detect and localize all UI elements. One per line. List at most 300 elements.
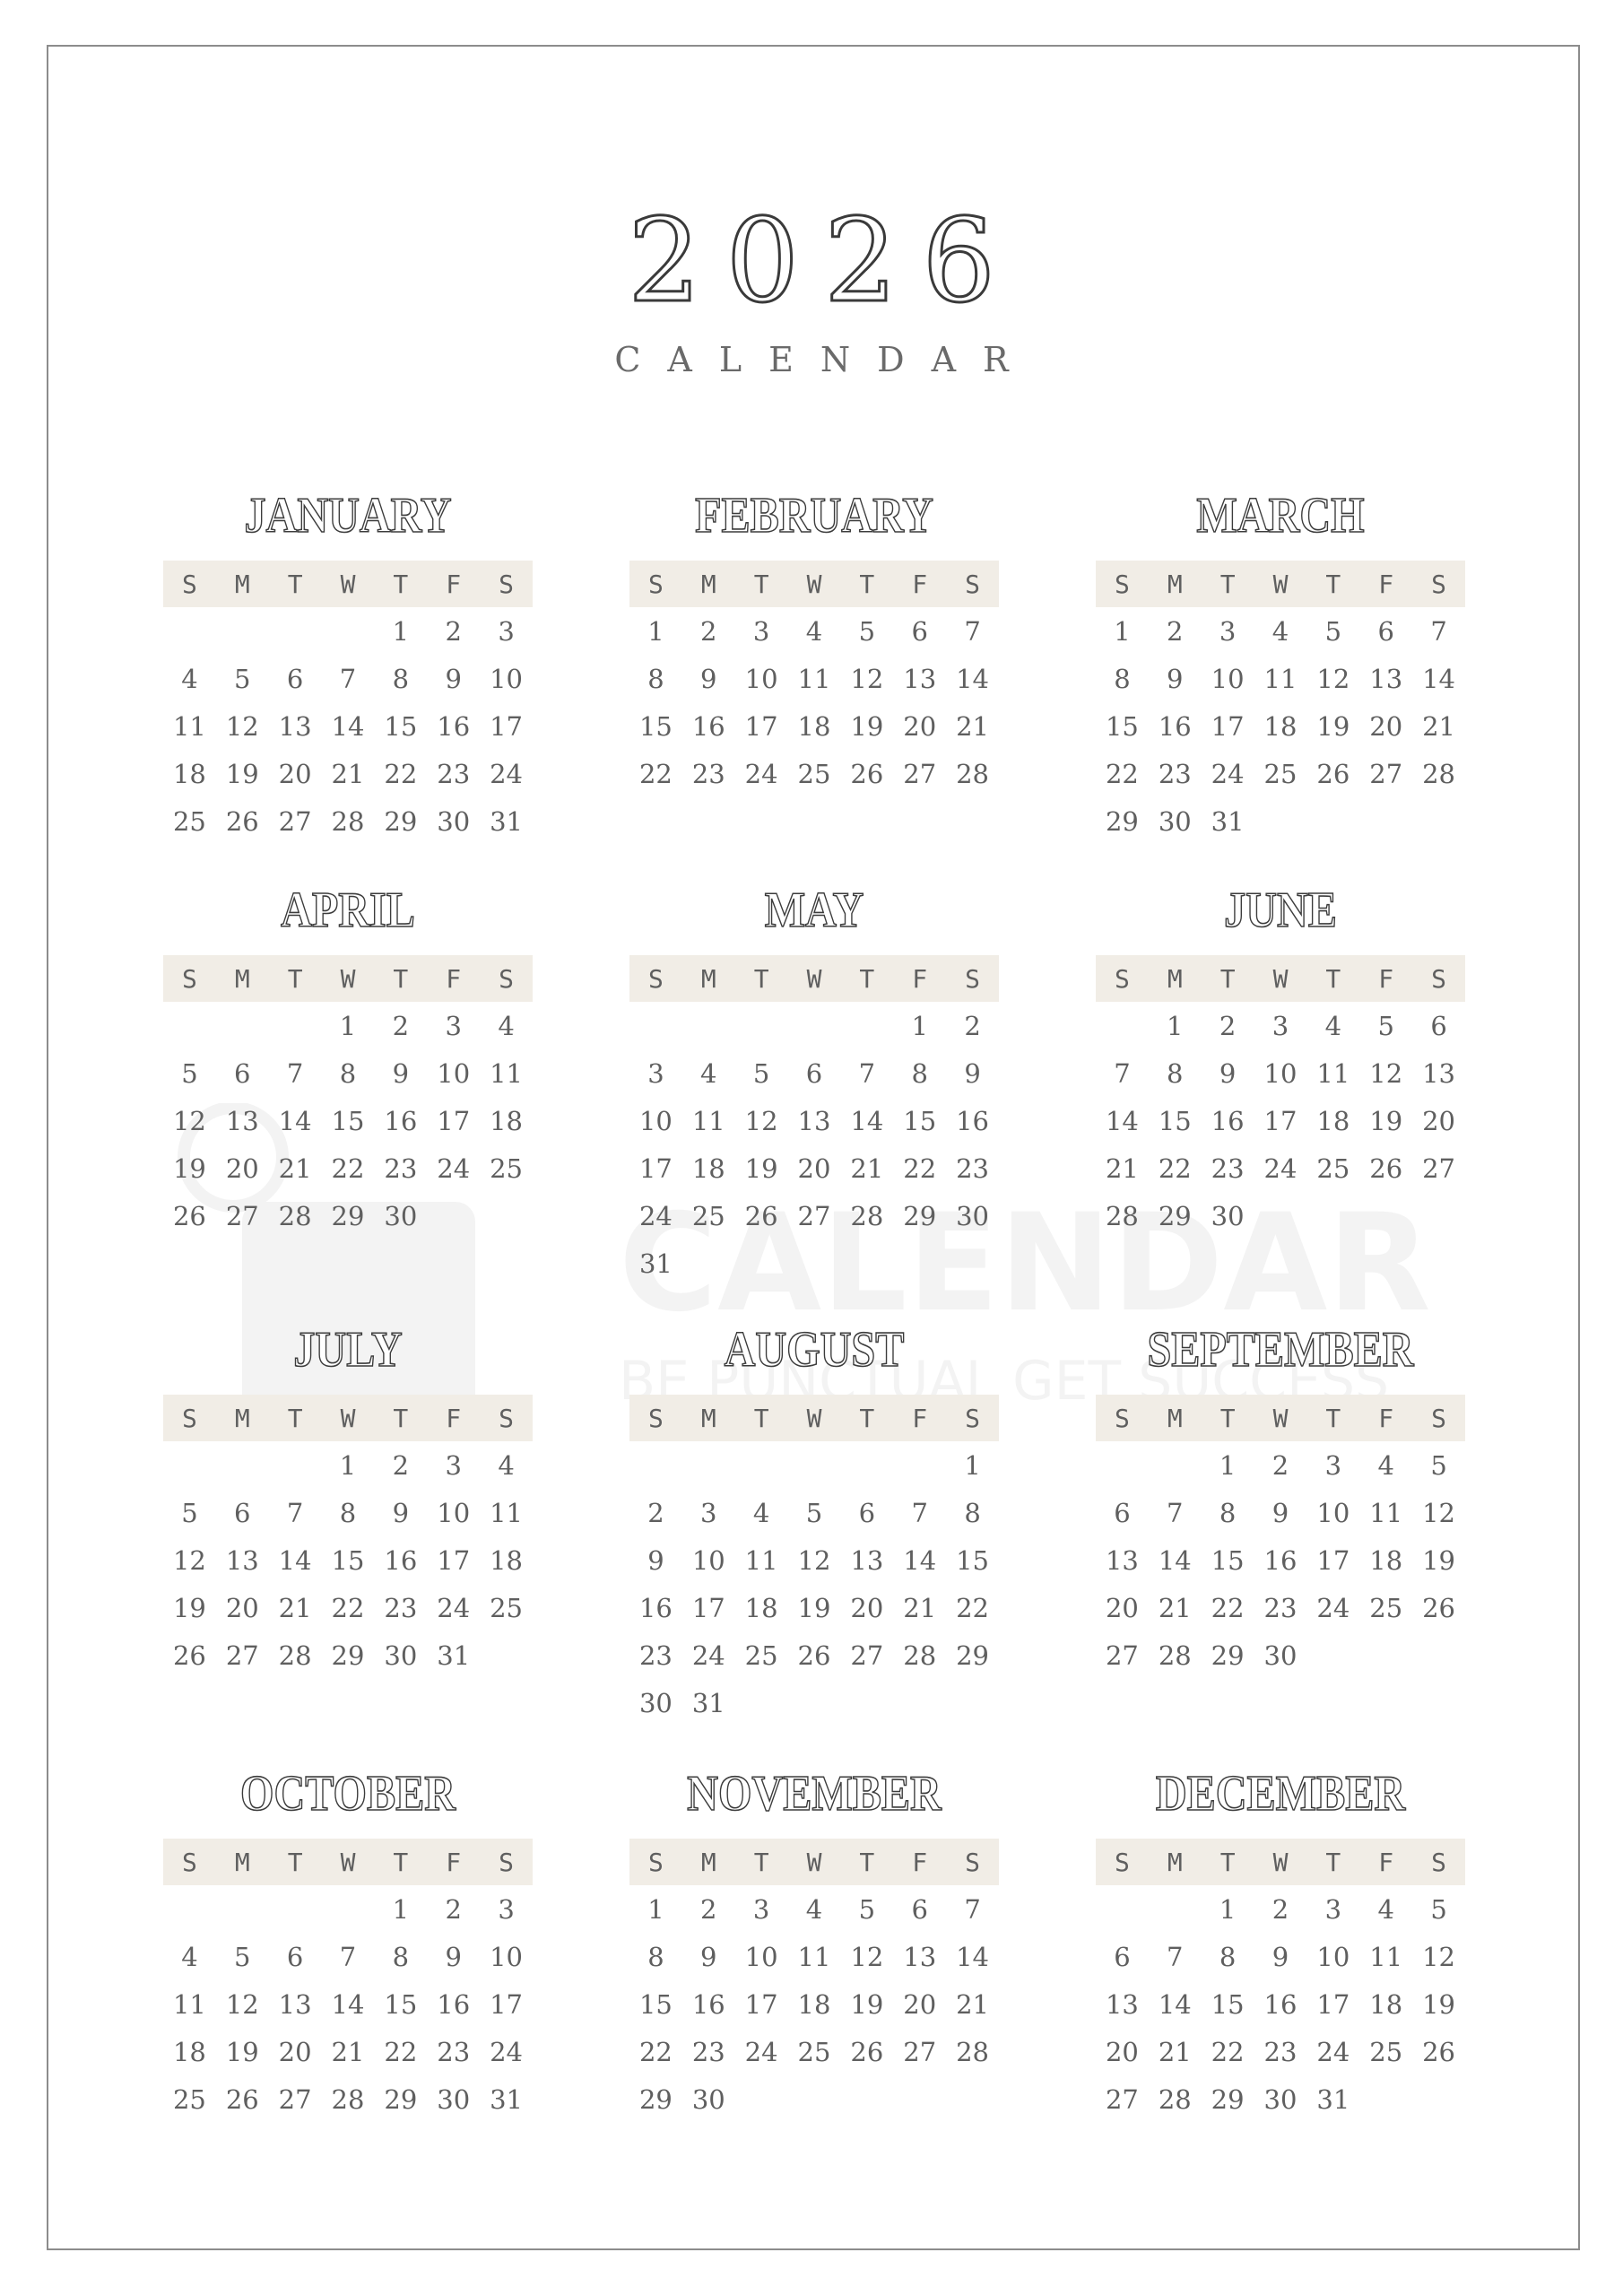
day-cell: 16 <box>1158 710 1192 742</box>
day-cell: 1 <box>1219 1893 1237 1925</box>
day-cell: 14 <box>331 1988 365 2020</box>
day-cell: 31 <box>1316 2083 1350 2115</box>
day-cell: 11 <box>490 1497 524 1528</box>
day-cell: 3 <box>498 1893 515 1925</box>
month-december <box>1096 1758 1465 2123</box>
weekday-label: S <box>181 569 197 599</box>
day-grid <box>629 1002 999 1287</box>
day-cell: 27 <box>278 805 312 837</box>
day-grid <box>629 607 999 797</box>
day-cell: 2 <box>445 615 462 647</box>
day-cell: 22 <box>384 758 418 789</box>
day-cell: 30 <box>437 805 471 837</box>
weekday-label: T <box>287 1847 303 1877</box>
day-cell: 5 <box>858 615 876 647</box>
day-cell: 21 <box>956 1988 990 2020</box>
weekday-label: F <box>1378 1847 1394 1877</box>
day-cell: 13 <box>797 1105 831 1136</box>
day-cell: 21 <box>1422 710 1456 742</box>
day-cell: 24 <box>1316 2036 1350 2067</box>
weekday-label: S <box>1431 1847 1446 1877</box>
day-cell: 15 <box>384 1988 418 2020</box>
day-cell: 22 <box>903 1152 937 1184</box>
weekday-label: S <box>499 963 514 994</box>
day-cell: 7 <box>911 1497 928 1528</box>
day-grid <box>629 1441 999 1726</box>
day-cell: 26 <box>1316 758 1350 789</box>
day-cell: 12 <box>850 1941 884 1972</box>
day-cell: 16 <box>691 710 725 742</box>
day-cell: 2 <box>1167 615 1184 647</box>
weekday-label: T <box>859 1403 875 1433</box>
day-cell: 9 <box>700 1941 717 1972</box>
day-cell: 18 <box>691 1152 725 1184</box>
day-cell: 8 <box>911 1057 928 1089</box>
day-cell: 30 <box>691 2083 725 2115</box>
weekday-header <box>629 1839 999 1885</box>
weekday-label: T <box>859 569 875 599</box>
day-cell: 18 <box>172 2036 206 2067</box>
day-cell: 15 <box>956 1544 990 1576</box>
weekday-label: F <box>912 1847 928 1877</box>
day-cell: 3 <box>1271 1010 1289 1041</box>
weekday-label: M <box>700 1847 716 1877</box>
day-cell: 30 <box>384 1639 418 1671</box>
weekday-label: S <box>1114 963 1130 994</box>
day-cell: 14 <box>278 1105 312 1136</box>
day-cell: 18 <box>1369 1544 1403 1576</box>
day-grid <box>163 1441 533 1679</box>
day-cell: 4 <box>181 1941 198 1972</box>
day-cell: 23 <box>437 2036 471 2067</box>
day-cell: 7 <box>1114 1057 1131 1089</box>
day-cell: 30 <box>638 1687 673 1718</box>
weekday-label: F <box>912 963 928 994</box>
day-grid <box>1096 1441 1465 1679</box>
day-cell: 5 <box>1377 1010 1394 1041</box>
day-cell: 9 <box>1271 1497 1289 1528</box>
day-cell: 4 <box>1271 615 1289 647</box>
day-cell: 23 <box>638 1639 673 1671</box>
day-cell: 11 <box>1316 1057 1350 1089</box>
day-cell: 6 <box>911 615 928 647</box>
month-name: AUGUST <box>724 1322 905 1378</box>
day-cell: 26 <box>744 1200 778 1231</box>
day-cell: 6 <box>286 663 304 694</box>
day-cell: 24 <box>744 758 778 789</box>
day-cell: 21 <box>903 1592 937 1623</box>
day-cell: 12 <box>1369 1057 1403 1089</box>
weekday-label: S <box>965 569 980 599</box>
weekday-label: F <box>912 569 928 599</box>
day-cell: 10 <box>638 1105 673 1136</box>
day-cell: 15 <box>384 710 418 742</box>
day-cell: 23 <box>1158 758 1192 789</box>
day-cell: 25 <box>490 1592 524 1623</box>
day-cell: 8 <box>392 663 410 694</box>
day-cell: 10 <box>437 1057 471 1089</box>
day-cell: 8 <box>647 1941 664 1972</box>
weekday-label: T <box>287 963 303 994</box>
weekday-label: T <box>393 1847 409 1877</box>
weekday-label: T <box>1325 963 1341 994</box>
weekday-label: S <box>1114 569 1130 599</box>
weekday-label: T <box>393 963 409 994</box>
weekday-label: M <box>1167 1403 1183 1433</box>
day-cell: 23 <box>691 2036 725 2067</box>
day-cell: 26 <box>172 1200 206 1231</box>
month-name: JULY <box>293 1322 403 1378</box>
day-cell: 3 <box>647 1057 664 1089</box>
day-cell: 28 <box>278 1200 312 1231</box>
day-cell: 4 <box>805 615 823 647</box>
day-cell: 16 <box>384 1544 418 1576</box>
month-october <box>163 1758 533 2123</box>
day-cell: 8 <box>647 663 664 694</box>
month-march <box>1096 480 1465 845</box>
day-cell: 1 <box>1167 1010 1184 1041</box>
day-cell: 1 <box>647 1893 664 1925</box>
weekday-label: T <box>859 963 875 994</box>
day-cell: 27 <box>1369 758 1403 789</box>
day-cell: 10 <box>1316 1941 1350 1972</box>
day-cell: 17 <box>490 710 524 742</box>
day-cell: 28 <box>278 1639 312 1671</box>
day-cell: 11 <box>797 1941 831 1972</box>
day-cell: 21 <box>278 1592 312 1623</box>
day-cell: 12 <box>225 710 259 742</box>
weekday-label: T <box>1325 1403 1341 1433</box>
month-name: JANUARY <box>244 488 452 544</box>
day-cell: 12 <box>850 663 884 694</box>
day-cell: 15 <box>1158 1105 1192 1136</box>
day-grid <box>1096 607 1465 845</box>
day-cell: 3 <box>445 1010 462 1041</box>
weekday-label: T <box>1219 963 1236 994</box>
day-cell: 11 <box>691 1105 725 1136</box>
weekday-label: M <box>234 1847 250 1877</box>
day-cell: 21 <box>956 710 990 742</box>
day-cell: 20 <box>225 1152 259 1184</box>
day-cell: 5 <box>181 1497 198 1528</box>
day-cell: 13 <box>225 1544 259 1576</box>
day-cell: 25 <box>1369 1592 1403 1623</box>
day-cell: 30 <box>1263 2083 1298 2115</box>
day-cell: 17 <box>1263 1105 1298 1136</box>
weekday-label: S <box>1431 569 1446 599</box>
day-cell: 9 <box>392 1057 410 1089</box>
weekday-label: T <box>1219 569 1236 599</box>
day-cell: 21 <box>331 2036 365 2067</box>
month-name: OCTOBER <box>240 1766 456 1822</box>
day-cell: 6 <box>1114 1941 1131 1972</box>
day-cell: 20 <box>278 2036 312 2067</box>
day-cell: 22 <box>384 2036 418 2067</box>
day-cell: 26 <box>850 758 884 789</box>
day-cell: 27 <box>1422 1152 1456 1184</box>
day-cell: 28 <box>956 2036 990 2067</box>
day-cell: 19 <box>1316 710 1350 742</box>
weekday-label: T <box>1325 1847 1341 1877</box>
day-cell: 19 <box>797 1592 831 1623</box>
day-cell: 20 <box>797 1152 831 1184</box>
weekday-label: S <box>647 1403 664 1433</box>
weekday-label: T <box>393 569 409 599</box>
weekday-label: W <box>1272 1847 1289 1877</box>
day-cell: 4 <box>805 1893 823 1925</box>
day-cell: 27 <box>797 1200 831 1231</box>
day-cell: 23 <box>1263 2036 1298 2067</box>
day-cell: 6 <box>1377 615 1394 647</box>
day-cell: 27 <box>225 1639 259 1671</box>
weekday-label: T <box>859 1847 875 1877</box>
day-cell: 12 <box>797 1544 831 1576</box>
day-cell: 26 <box>172 1639 206 1671</box>
day-cell: 28 <box>1158 1639 1192 1671</box>
day-cell: 22 <box>1211 2036 1245 2067</box>
day-cell: 29 <box>1105 805 1139 837</box>
day-cell: 17 <box>1211 710 1245 742</box>
day-cell: 18 <box>797 1988 831 2020</box>
month-april <box>163 874 533 1239</box>
day-grid <box>629 1885 999 2123</box>
weekday-label: W <box>340 569 356 599</box>
day-cell: 3 <box>1219 615 1237 647</box>
weekday-label: S <box>1431 963 1446 994</box>
day-cell: 28 <box>331 805 365 837</box>
day-cell: 3 <box>752 1893 770 1925</box>
day-cell: 5 <box>181 1057 198 1089</box>
day-cell: 14 <box>903 1544 937 1576</box>
day-cell: 3 <box>752 615 770 647</box>
day-cell: 16 <box>384 1105 418 1136</box>
day-cell: 20 <box>278 758 312 789</box>
day-cell: 19 <box>1369 1105 1403 1136</box>
day-cell: 7 <box>1430 615 1447 647</box>
day-cell: 29 <box>956 1639 990 1671</box>
day-grid <box>163 1002 533 1239</box>
day-cell: 2 <box>445 1893 462 1925</box>
weekday-label: S <box>181 963 197 994</box>
day-cell: 10 <box>1211 663 1245 694</box>
day-cell: 9 <box>700 663 717 694</box>
day-cell: 19 <box>1422 1988 1456 2020</box>
day-cell: 19 <box>1422 1544 1456 1576</box>
month-february <box>629 480 999 797</box>
weekday-header <box>163 1839 533 1885</box>
weekday-label: W <box>806 1847 822 1877</box>
day-cell: 25 <box>797 2036 831 2067</box>
day-cell: 2 <box>700 615 717 647</box>
day-cell: 27 <box>278 2083 312 2115</box>
day-cell: 24 <box>490 758 524 789</box>
day-cell: 19 <box>850 710 884 742</box>
weekday-label: F <box>446 569 462 599</box>
day-cell: 29 <box>331 1639 365 1671</box>
day-grid <box>163 607 533 845</box>
day-cell: 31 <box>691 1687 725 1718</box>
day-cell: 3 <box>445 1449 462 1481</box>
month-january <box>163 480 533 845</box>
day-cell: 25 <box>1263 758 1298 789</box>
weekday-label: W <box>340 1403 356 1433</box>
weekday-label: S <box>181 1847 197 1877</box>
day-cell: 23 <box>1211 1152 1245 1184</box>
day-cell: 14 <box>956 663 990 694</box>
day-cell: 18 <box>744 1592 778 1623</box>
day-cell: 13 <box>225 1105 259 1136</box>
weekday-label: M <box>1167 569 1183 599</box>
day-cell: 23 <box>956 1152 990 1184</box>
month-name: SEPTEMBER <box>1147 1322 1414 1378</box>
day-cell: 29 <box>1158 1200 1192 1231</box>
day-cell: 11 <box>490 1057 524 1089</box>
day-cell: 28 <box>850 1200 884 1231</box>
day-cell: 5 <box>234 663 251 694</box>
weekday-label: M <box>700 1403 716 1433</box>
day-cell: 26 <box>1422 2036 1456 2067</box>
day-cell: 24 <box>437 1152 471 1184</box>
day-cell: 9 <box>392 1497 410 1528</box>
day-cell: 20 <box>225 1592 259 1623</box>
day-cell: 25 <box>490 1152 524 1184</box>
day-cell: 18 <box>1316 1105 1350 1136</box>
day-cell: 24 <box>744 2036 778 2067</box>
day-cell: 12 <box>172 1544 206 1576</box>
day-cell: 10 <box>437 1497 471 1528</box>
day-cell: 11 <box>1369 1497 1403 1528</box>
day-cell: 10 <box>490 663 524 694</box>
day-cell: 8 <box>392 1941 410 1972</box>
day-cell: 29 <box>903 1200 937 1231</box>
day-cell: 9 <box>647 1544 664 1576</box>
day-cell: 16 <box>437 710 471 742</box>
day-cell: 6 <box>911 1893 928 1925</box>
day-cell: 17 <box>744 1988 778 2020</box>
day-cell: 30 <box>956 1200 990 1231</box>
weekday-header <box>1096 1839 1465 1885</box>
weekday-label: F <box>446 1403 462 1433</box>
day-cell: 25 <box>744 1639 778 1671</box>
day-cell: 28 <box>1158 2083 1192 2115</box>
day-cell: 4 <box>1377 1893 1394 1925</box>
day-cell: 20 <box>850 1592 884 1623</box>
day-cell: 17 <box>437 1544 471 1576</box>
day-cell: 26 <box>225 805 259 837</box>
day-cell: 21 <box>1105 1152 1139 1184</box>
weekday-label: S <box>499 569 514 599</box>
day-cell: 16 <box>437 1988 471 2020</box>
day-cell: 20 <box>1369 710 1403 742</box>
day-grid <box>163 1885 533 2123</box>
weekday-label: F <box>1378 963 1394 994</box>
month-name: FEBRUARY <box>695 488 933 544</box>
weekday-header <box>629 1395 999 1441</box>
day-cell: 22 <box>638 758 673 789</box>
day-cell: 7 <box>1167 1497 1184 1528</box>
weekday-label: W <box>340 1847 356 1877</box>
day-cell: 28 <box>1105 1200 1139 1231</box>
day-cell: 6 <box>858 1497 876 1528</box>
day-cell: 11 <box>744 1544 778 1576</box>
day-cell: 30 <box>1158 805 1192 837</box>
day-cell: 26 <box>1422 1592 1456 1623</box>
month-name: APRIL <box>281 883 415 938</box>
day-cell: 2 <box>1271 1449 1289 1481</box>
day-cell: 7 <box>858 1057 876 1089</box>
day-cell: 14 <box>1158 1988 1192 2020</box>
day-cell: 25 <box>797 758 831 789</box>
day-cell: 24 <box>1263 1152 1298 1184</box>
day-cell: 27 <box>225 1200 259 1231</box>
day-cell: 22 <box>956 1592 990 1623</box>
day-cell: 18 <box>1369 1988 1403 2020</box>
day-cell: 21 <box>278 1152 312 1184</box>
day-cell: 19 <box>172 1152 206 1184</box>
day-cell: 11 <box>1263 663 1298 694</box>
day-cell: 23 <box>691 758 725 789</box>
weekday-label: S <box>965 1847 980 1877</box>
month-november <box>629 1758 999 2123</box>
weekday-label: W <box>1272 963 1289 994</box>
weekday-label: S <box>647 1847 664 1877</box>
weekday-label: S <box>965 963 980 994</box>
weekday-label: T <box>753 1403 769 1433</box>
day-cell: 8 <box>1219 1497 1237 1528</box>
weekday-label: S <box>499 1403 514 1433</box>
day-cell: 15 <box>638 1988 673 2020</box>
day-cell: 17 <box>691 1592 725 1623</box>
day-cell: 19 <box>744 1152 778 1184</box>
day-cell: 21 <box>850 1152 884 1184</box>
weekday-label: S <box>181 1403 197 1433</box>
day-cell: 9 <box>1271 1941 1289 1972</box>
day-cell: 29 <box>384 805 418 837</box>
month-august <box>629 1314 999 1726</box>
day-cell: 18 <box>1263 710 1298 742</box>
day-cell: 5 <box>752 1057 770 1089</box>
weekday-header <box>163 955 533 1002</box>
day-cell: 31 <box>638 1248 673 1279</box>
day-cell: 17 <box>638 1152 673 1184</box>
day-cell: 15 <box>331 1544 365 1576</box>
day-cell: 14 <box>1105 1105 1139 1136</box>
day-cell: 4 <box>700 1057 717 1089</box>
weekday-label: S <box>647 963 664 994</box>
day-cell: 2 <box>392 1010 410 1041</box>
day-cell: 15 <box>638 710 673 742</box>
weekday-label: F <box>446 1847 462 1877</box>
day-cell: 12 <box>225 1988 259 2020</box>
day-cell: 25 <box>691 1200 725 1231</box>
day-cell: 5 <box>805 1497 823 1528</box>
weekday-label: M <box>700 963 716 994</box>
weekday-label: M <box>234 963 250 994</box>
day-cell: 29 <box>1211 1639 1245 1671</box>
day-cell: 8 <box>1219 1941 1237 1972</box>
day-cell: 26 <box>797 1639 831 1671</box>
day-cell: 4 <box>1324 1010 1342 1041</box>
weekday-label: W <box>1272 569 1289 599</box>
day-cell: 29 <box>331 1200 365 1231</box>
day-cell: 18 <box>490 1544 524 1576</box>
day-cell: 23 <box>384 1152 418 1184</box>
day-cell: 25 <box>172 805 206 837</box>
month-name: JUNE <box>1224 883 1337 938</box>
day-cell: 4 <box>1377 1449 1394 1481</box>
day-cell: 10 <box>1316 1497 1350 1528</box>
weekday-label: T <box>753 1847 769 1877</box>
